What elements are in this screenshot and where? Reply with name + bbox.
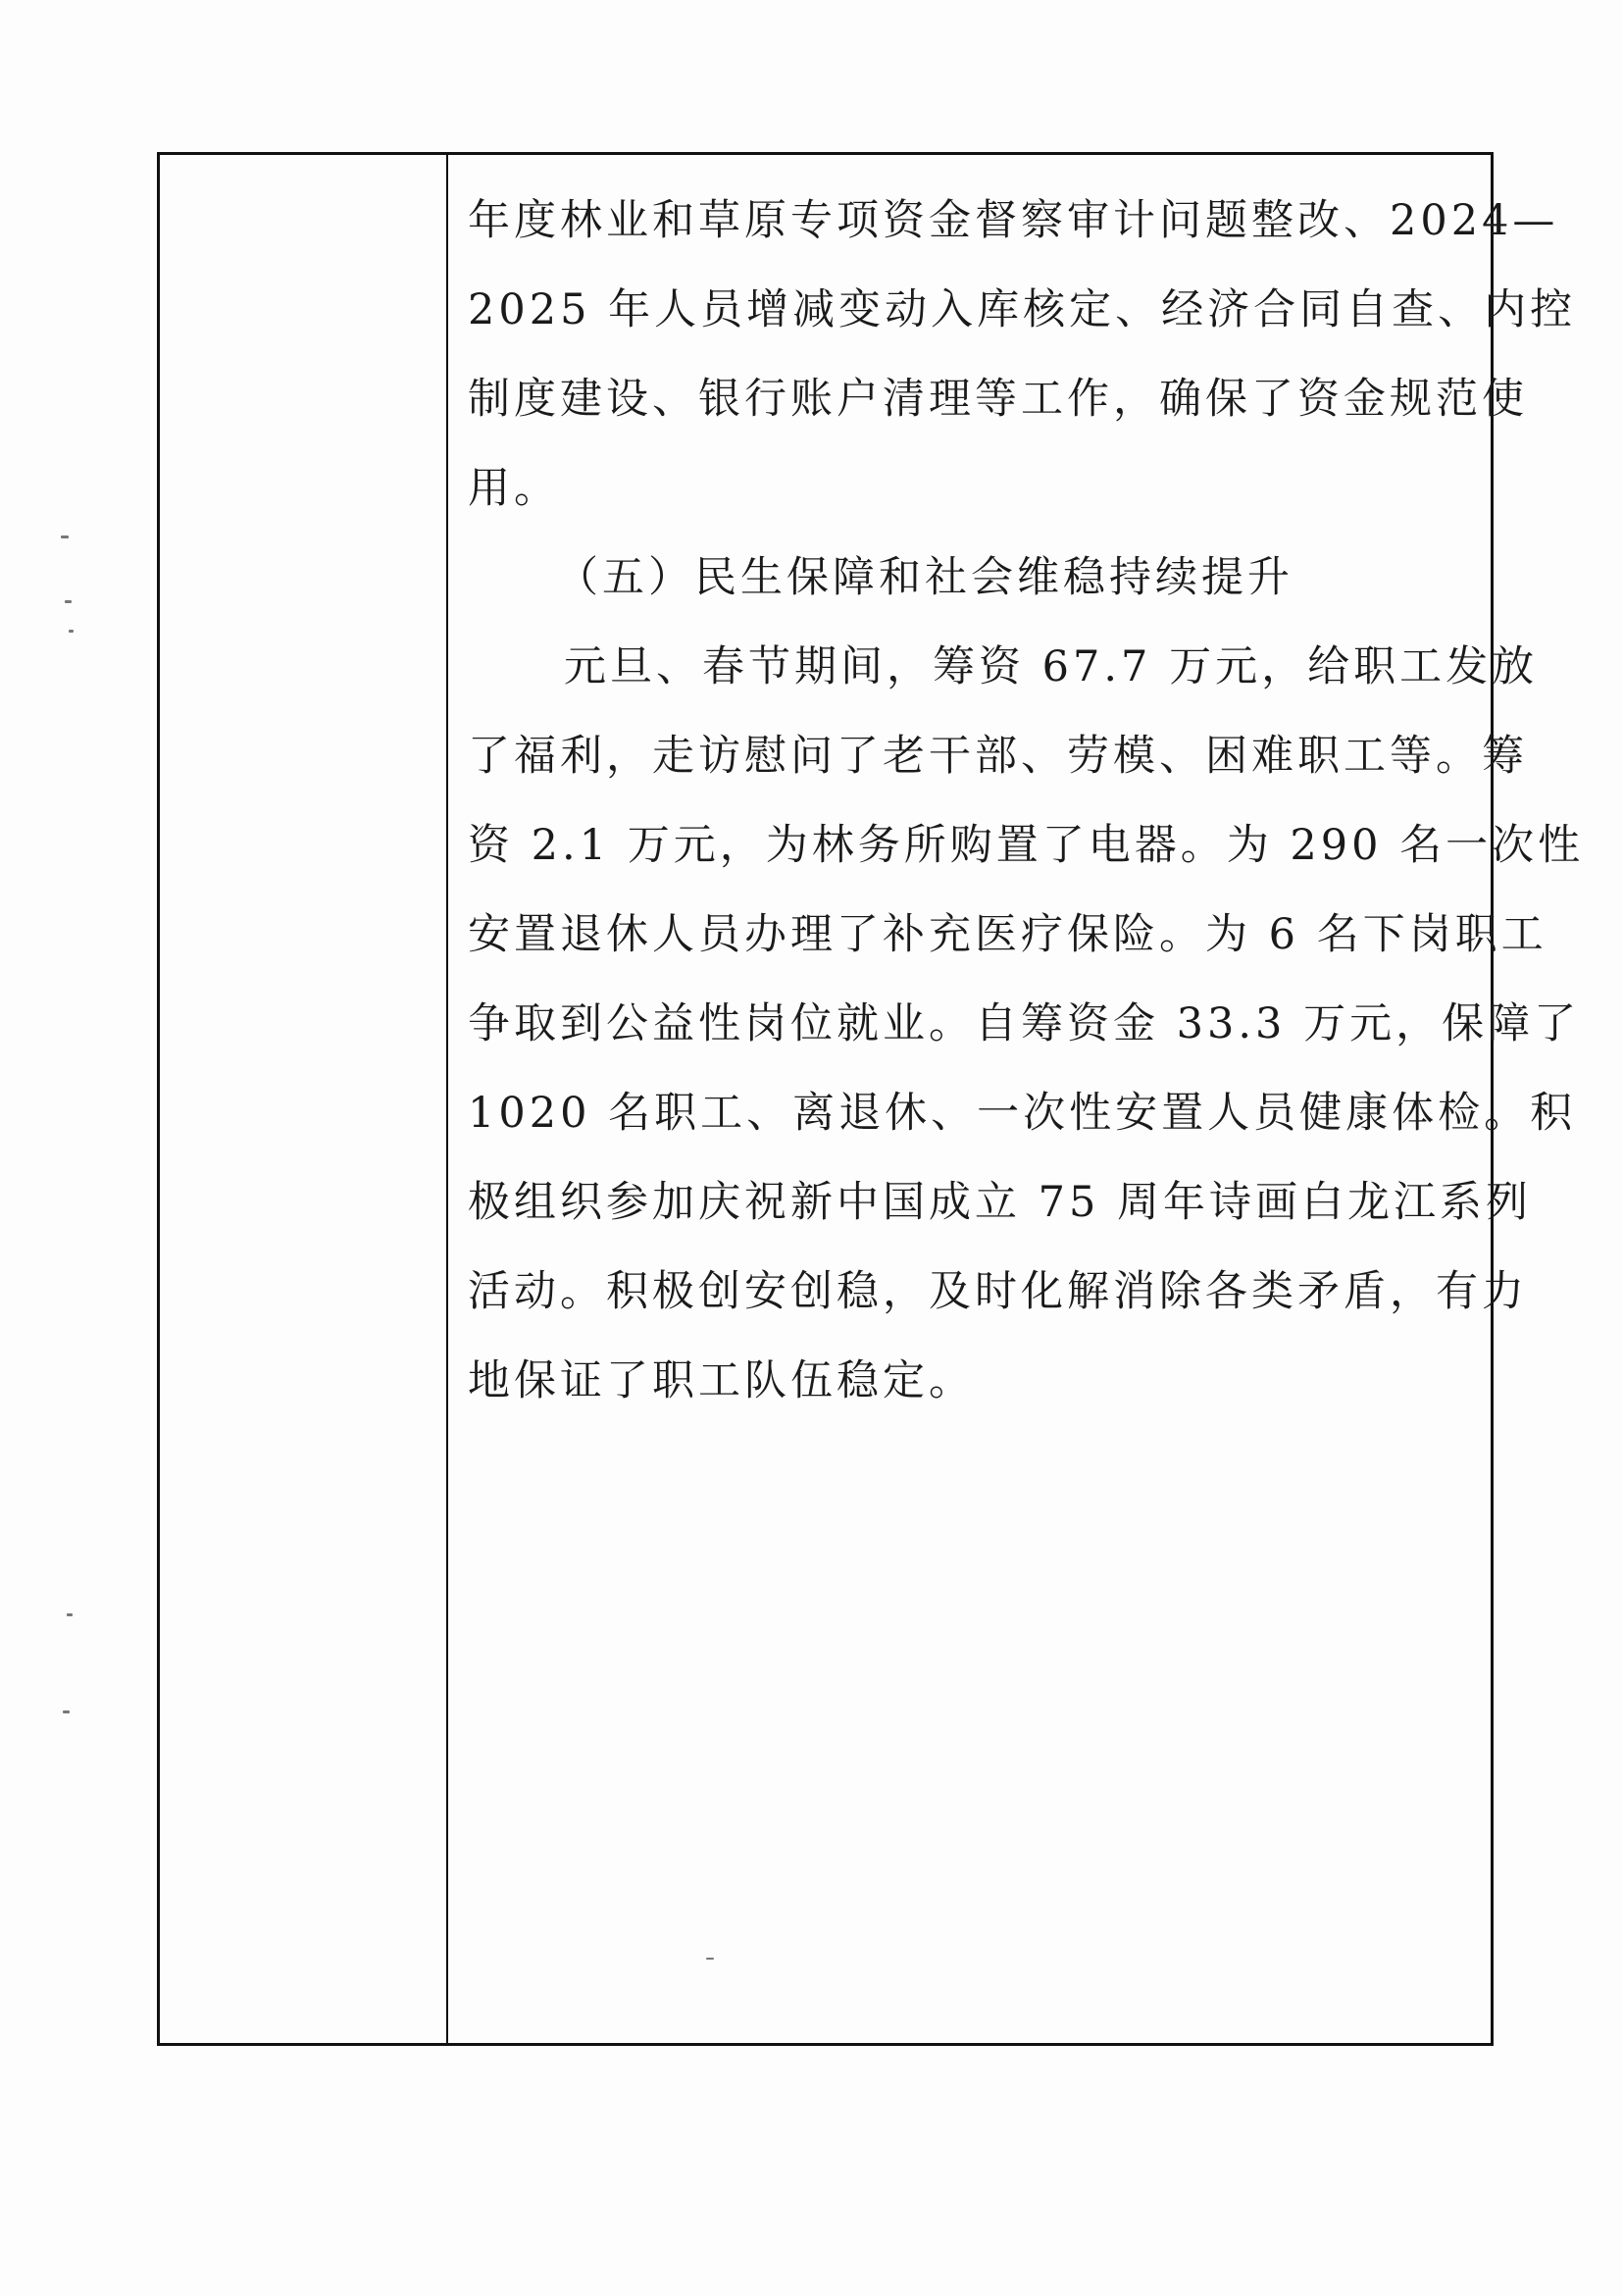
form-label-cell xyxy=(160,155,448,2043)
scan-speck xyxy=(69,630,74,633)
scan-speck xyxy=(706,1958,714,1960)
form-content-cell xyxy=(448,155,1585,2043)
paragraph-line: 安置退休人员办理了补充医疗保险。为 6 名下岗职工 xyxy=(468,910,1547,959)
paragraph-line: 年度林业和草原专项资金督察审计问题整改、2024— xyxy=(468,196,1559,245)
paragraph-line: 1020 名职工、离退休、一次性安置人员健康体检。积 xyxy=(468,1089,1577,1138)
paragraph-line: 制度建设、银行账户清理等工作，确保了资金规范使 xyxy=(468,375,1528,424)
paragraph-line: 用。 xyxy=(468,464,560,513)
scan-speck xyxy=(61,536,69,538)
report-form-table xyxy=(157,152,1585,2046)
section-heading: （五）民生保障和社会维稳持续提升 xyxy=(556,553,1293,602)
scan-speck xyxy=(63,1710,70,1713)
paragraph-line: 资 2.1 万元，为林务所购置了电器。为 290 名一次性 xyxy=(468,821,1585,870)
paragraph-line: 地保证了职工队伍稳定。 xyxy=(468,1356,975,1405)
scan-speck xyxy=(67,1613,73,1616)
scan-speck xyxy=(65,600,72,603)
paragraph-line: 极组织参加庆祝新中国成立 75 周年诗画白龙江系列 xyxy=(468,1178,1533,1227)
paragraph-line: 元旦、春节期间，筹资 67.7 万元，给职工发放 xyxy=(564,642,1539,691)
paragraph-line: 2025 年人员增减变动入库核定、经济合同自查、内控 xyxy=(468,285,1577,334)
paragraph-line: 争取到公益性岗位就业。自筹资金 33.3 万元，保障了 xyxy=(468,999,1581,1048)
paragraph-line: 了福利，走访慰问了老干部、劳模、困难职工等。筹 xyxy=(468,732,1528,781)
paragraph-line: 活动。积极创安创稳，及时化解消除各类矛盾，有力 xyxy=(468,1267,1528,1316)
